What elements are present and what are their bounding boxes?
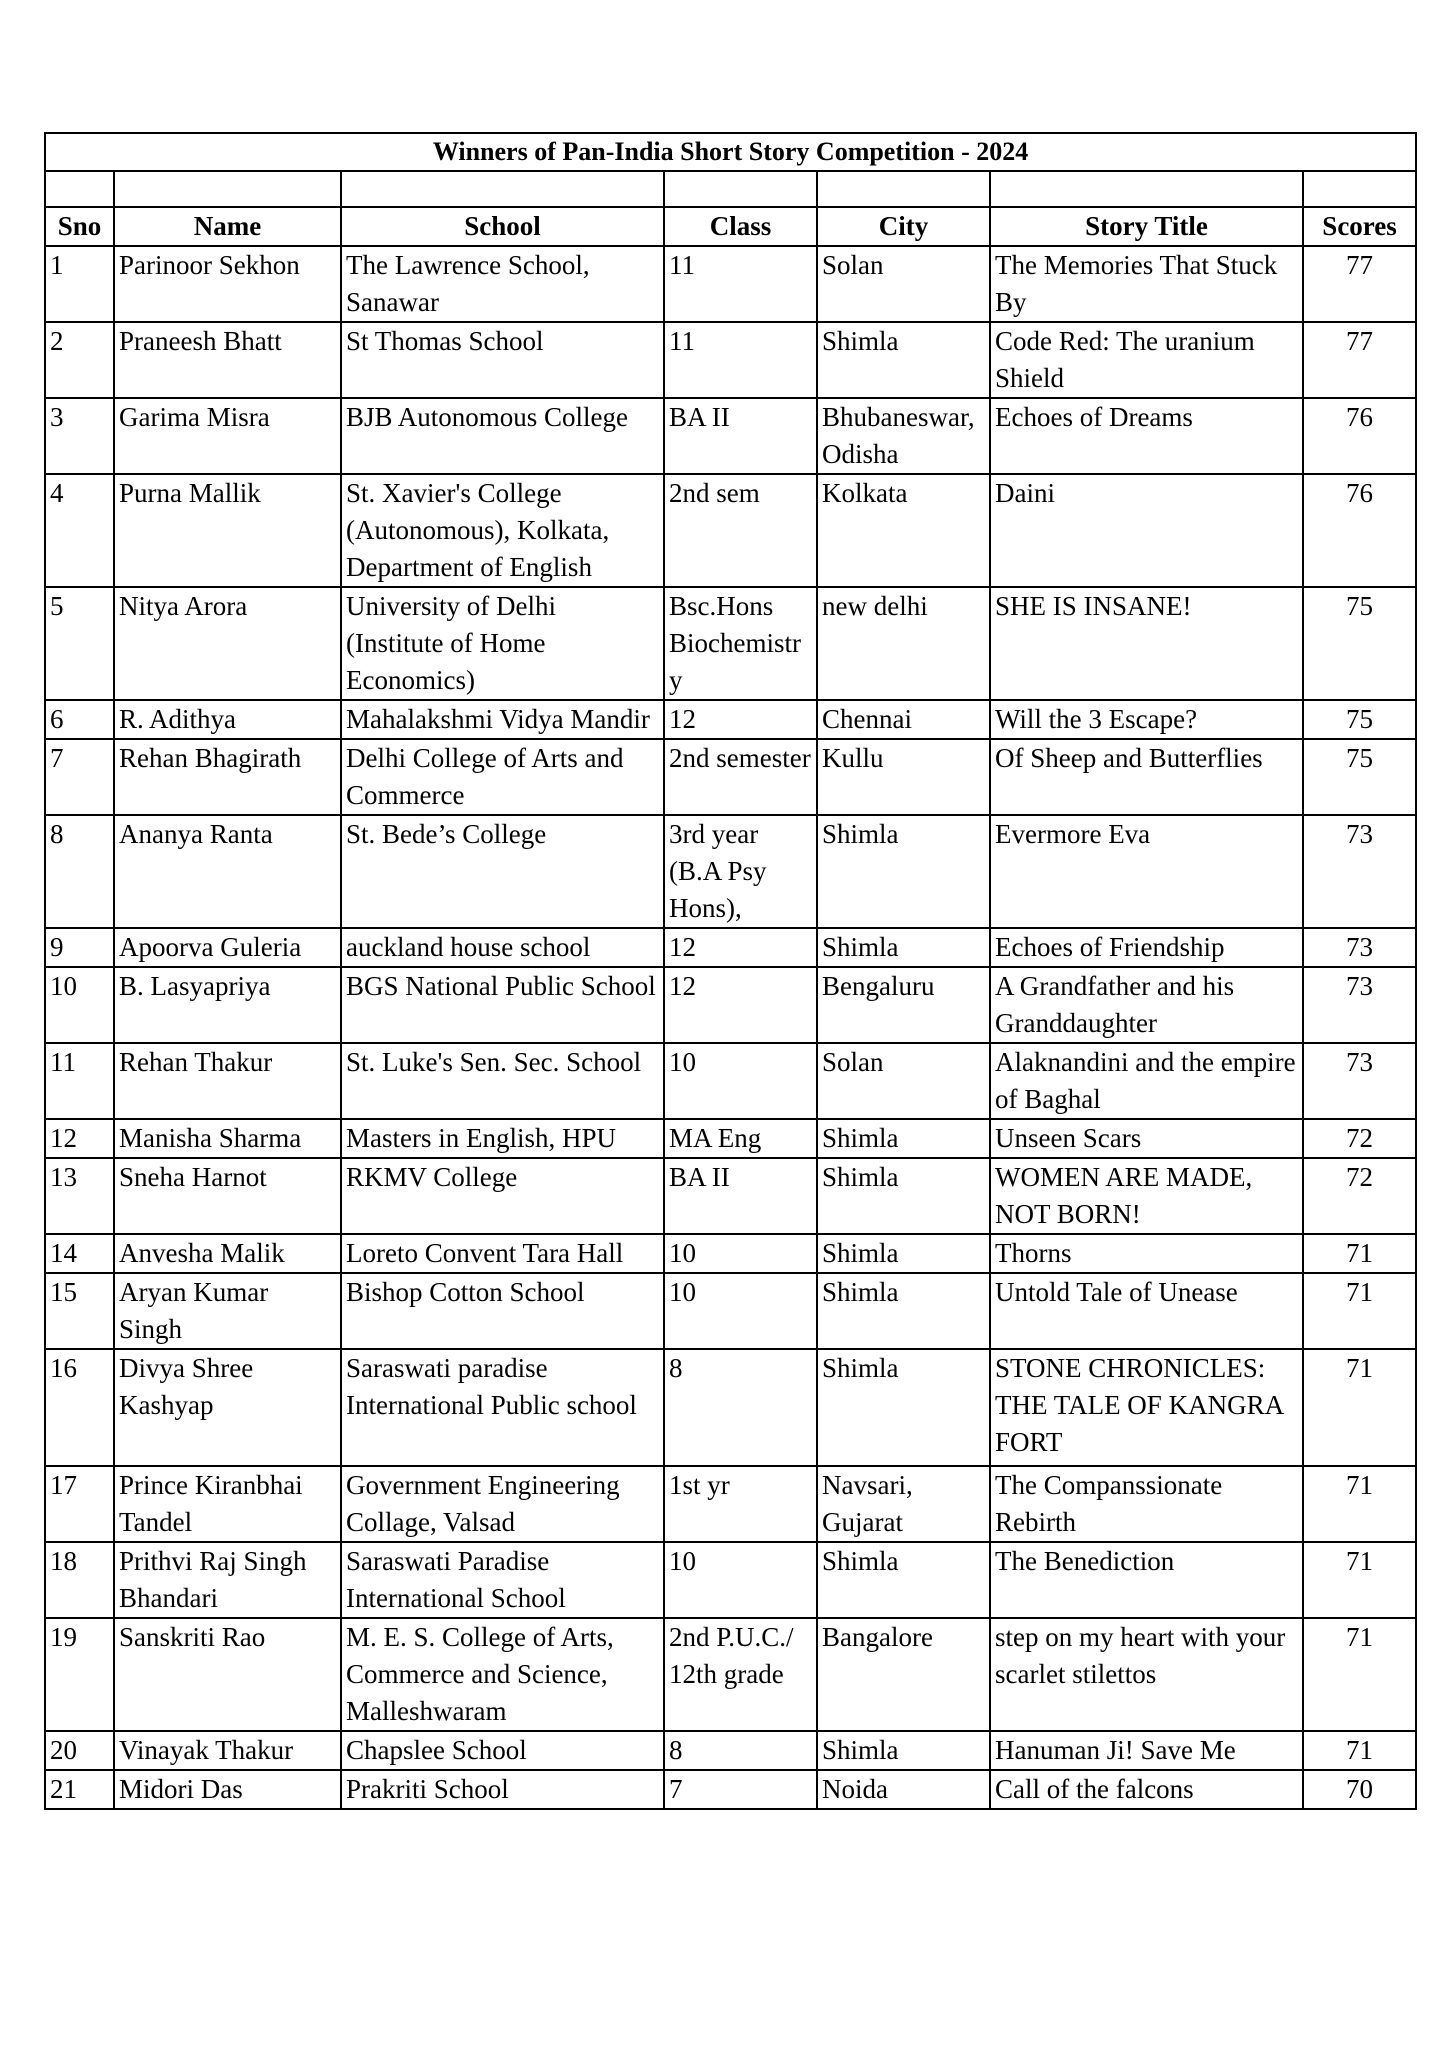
column-header-city: City [817,207,990,246]
column-header-school: School [341,207,664,246]
table-row [45,1618,1416,1731]
table-row [45,928,1416,967]
empty-cell [1303,171,1416,207]
cell-school: Bishop Cotton School [341,1273,664,1349]
cell-school: Prakriti School [341,1770,664,1809]
cell-city: Shimla [817,1349,990,1466]
cell-sno: 9 [45,928,114,967]
cell-sno: 7 [45,739,114,815]
cell-story-title: Evermore Eva [990,815,1303,928]
cell-score: 71 [1303,1349,1416,1466]
table-row [45,398,1416,474]
cell-class: BA II [664,398,817,474]
cell-school: BGS National Public School [341,967,664,1043]
table-row [45,1158,1416,1234]
cell-score: 73 [1303,928,1416,967]
empty-cell [817,171,990,207]
cell-class: 10 [664,1043,817,1119]
cell-name: Praneesh Bhatt [114,322,341,398]
cell-class: MA Eng [664,1119,817,1158]
cell-class: 3rd year (B.A Psy Hons), [664,815,817,928]
cell-city: Bangalore [817,1618,990,1731]
cell-class: 11 [664,246,817,322]
cell-city: Shimla [817,1119,990,1158]
cell-name: Nitya Arora [114,587,341,700]
cell-city: Bhubaneswar, Odisha [817,398,990,474]
cell-name: Vinayak Thakur [114,1731,341,1770]
cell-name: Apoorva Guleria [114,928,341,967]
cell-city: Kolkata [817,474,990,587]
cell-story-title: Hanuman Ji! Save Me [990,1731,1303,1770]
cell-score: 71 [1303,1618,1416,1731]
cell-name: Ananya Ranta [114,815,341,928]
winners-table [44,132,1417,1810]
table-row [45,1273,1416,1349]
table-row [45,246,1416,322]
cell-school: Loreto Convent Tara Hall [341,1234,664,1273]
cell-school: The Lawrence School, Sanawar [341,246,664,322]
cell-name: Prithvi Raj Singh Bhandari [114,1542,341,1618]
cell-class: 11 [664,322,817,398]
cell-story-title: A Grandfather and his Granddaughter [990,967,1303,1043]
cell-city: Shimla [817,322,990,398]
cell-score: 75 [1303,700,1416,739]
cell-name: Aryan Kumar Singh [114,1273,341,1349]
cell-name: Sneha Harnot [114,1158,341,1234]
cell-sno: 11 [45,1043,114,1119]
cell-sno: 6 [45,700,114,739]
cell-school: Chapslee School [341,1731,664,1770]
cell-name: Rehan Thakur [114,1043,341,1119]
cell-school: Masters in English, HPU [341,1119,664,1158]
cell-story-title: Thorns [990,1234,1303,1273]
cell-story-title: Alaknandini and the empire of Baghal [990,1043,1303,1119]
cell-school: Delhi College of Arts and Commerce [341,739,664,815]
cell-score: 73 [1303,967,1416,1043]
cell-sno: 3 [45,398,114,474]
cell-city: Navsari, Gujarat [817,1466,990,1542]
cell-city: Bengaluru [817,967,990,1043]
column-header-class: Class [664,207,817,246]
cell-class: 2nd sem [664,474,817,587]
cell-score: 71 [1303,1234,1416,1273]
cell-sno: 4 [45,474,114,587]
cell-name: Divya Shree Kashyap [114,1349,341,1466]
cell-sno: 14 [45,1234,114,1273]
table-row [45,1234,1416,1273]
cell-story-title: Echoes of Friendship [990,928,1303,967]
empty-cell [114,171,341,207]
cell-class: 8 [664,1731,817,1770]
cell-class: 1st yr [664,1466,817,1542]
cell-school: St. Luke's Sen. Sec. School [341,1043,664,1119]
cell-school: Saraswati Paradise International School [341,1542,664,1618]
column-header-scores: Scores [1303,207,1416,246]
table-row [45,1542,1416,1618]
cell-score: 71 [1303,1466,1416,1542]
cell-story-title: Unseen Scars [990,1119,1303,1158]
cell-sno: 20 [45,1731,114,1770]
cell-story-title: Untold Tale of Unease [990,1273,1303,1349]
table-row [45,1349,1416,1466]
cell-score: 72 [1303,1119,1416,1158]
cell-sno: 13 [45,1158,114,1234]
cell-school: RKMV College [341,1158,664,1234]
cell-score: 73 [1303,815,1416,928]
empty-cell [341,171,664,207]
cell-sno: 17 [45,1466,114,1542]
cell-sno: 5 [45,587,114,700]
cell-school: auckland house school [341,928,664,967]
cell-name: Manisha Sharma [114,1119,341,1158]
cell-sno: 15 [45,1273,114,1349]
empty-cell [45,171,114,207]
cell-sno: 21 [45,1770,114,1809]
cell-sno: 12 [45,1119,114,1158]
cell-class: 8 [664,1349,817,1466]
table-row [45,739,1416,815]
cell-score: 71 [1303,1542,1416,1618]
cell-class: 12 [664,700,817,739]
cell-story-title: WOMEN ARE MADE, NOT BORN! [990,1158,1303,1234]
cell-story-title: STONE CHRONICLES: THE TALE OF KANGRA FORT [990,1349,1303,1466]
cell-score: 77 [1303,322,1416,398]
column-header-sno: Sno [45,207,114,246]
table-row [45,322,1416,398]
cell-story-title: The Companssionate Rebirth [990,1466,1303,1542]
cell-name: Parinoor Sekhon [114,246,341,322]
cell-class: 2nd P.U.C./ 12th grade [664,1618,817,1731]
column-header-story-title: Story Title [990,207,1303,246]
cell-school: Government Engineering Collage, Valsad [341,1466,664,1542]
cell-name: R. Adithya [114,700,341,739]
table-row [45,474,1416,587]
cell-city: Shimla [817,1158,990,1234]
cell-story-title: Echoes of Dreams [990,398,1303,474]
cell-class: 12 [664,967,817,1043]
cell-city: Kullu [817,739,990,815]
table-row [45,1466,1416,1542]
cell-school: BJB Autonomous College [341,398,664,474]
cell-story-title: Daini [990,474,1303,587]
cell-story-title: Of Sheep and Butterflies [990,739,1303,815]
cell-score: 76 [1303,474,1416,587]
table-row [45,1731,1416,1770]
cell-class: 10 [664,1542,817,1618]
cell-school: St Thomas School [341,322,664,398]
cell-sno: 1 [45,246,114,322]
cell-story-title: Code Red: The uranium Shield [990,322,1303,398]
cell-sno: 8 [45,815,114,928]
cell-story-title: Call of the falcons [990,1770,1303,1809]
cell-name: Midori Das [114,1770,341,1809]
cell-sno: 10 [45,967,114,1043]
spacer-row [45,171,1416,207]
cell-city: Solan [817,1043,990,1119]
cell-score: 71 [1303,1731,1416,1770]
cell-city: Shimla [817,1542,990,1618]
cell-score: 75 [1303,739,1416,815]
cell-score: 72 [1303,1158,1416,1234]
cell-class: 2nd semester [664,739,817,815]
cell-class: 12 [664,928,817,967]
cell-school: St. Bede’s College [341,815,664,928]
cell-class: 10 [664,1273,817,1349]
cell-score: 71 [1303,1273,1416,1349]
cell-name: Sanskriti Rao [114,1618,341,1731]
cell-city: Chennai [817,700,990,739]
table-row [45,1119,1416,1158]
cell-name: Prince Kiranbhai Tandel [114,1466,341,1542]
cell-city: new delhi [817,587,990,700]
cell-sno: 19 [45,1618,114,1731]
cell-city: Noida [817,1770,990,1809]
table-row [45,815,1416,928]
cell-name: B. Lasyapriya [114,967,341,1043]
cell-city: Solan [817,246,990,322]
table-row [45,700,1416,739]
cell-sno: 16 [45,1349,114,1466]
cell-city: Shimla [817,815,990,928]
cell-school: Mahalakshmi Vidya Mandir [341,700,664,739]
cell-class: 10 [664,1234,817,1273]
cell-name: Garima Misra [114,398,341,474]
empty-cell [664,171,817,207]
cell-city: Shimla [817,1234,990,1273]
header-row [45,207,1416,246]
cell-class: Bsc.Hons Biochemistry [664,587,817,700]
cell-city: Shimla [817,1731,990,1770]
column-header-name: Name [114,207,341,246]
cell-sno: 2 [45,322,114,398]
cell-story-title: Will the 3 Escape? [990,700,1303,739]
cell-score: 77 [1303,246,1416,322]
cell-city: Shimla [817,1273,990,1349]
cell-class: BA II [664,1158,817,1234]
table-title: Winners of Pan-India Short Story Competition - 2024 [45,133,1416,171]
title-row [45,133,1416,171]
cell-story-title: The Memories That Stuck By [990,246,1303,322]
cell-score: 73 [1303,1043,1416,1119]
cell-story-title: step on my heart with your scarlet stilettos [990,1618,1303,1731]
cell-score: 75 [1303,587,1416,700]
table-row [45,587,1416,700]
table-row [45,1770,1416,1809]
cell-city: Shimla [817,928,990,967]
cell-sno: 18 [45,1542,114,1618]
cell-story-title: SHE IS INSANE! [990,587,1303,700]
cell-name: Purna Mallik [114,474,341,587]
empty-cell [990,171,1303,207]
cell-name: Anvesha Malik [114,1234,341,1273]
cell-score: 70 [1303,1770,1416,1809]
cell-school: University of Delhi (Institute of Home Economics) [341,587,664,700]
table-row [45,967,1416,1043]
cell-class: 7 [664,1770,817,1809]
cell-score: 76 [1303,398,1416,474]
cell-school: M. E. S. College of Arts, Commerce and Science, Malleshwaram [341,1618,664,1731]
cell-school: St. Xavier's College (Autonomous), Kolkata, Department of English [341,474,664,587]
cell-school: Saraswati paradise International Public school [341,1349,664,1466]
cell-story-title: The Benediction [990,1542,1303,1618]
table-row [45,1043,1416,1119]
cell-name: Rehan Bhagirath [114,739,341,815]
